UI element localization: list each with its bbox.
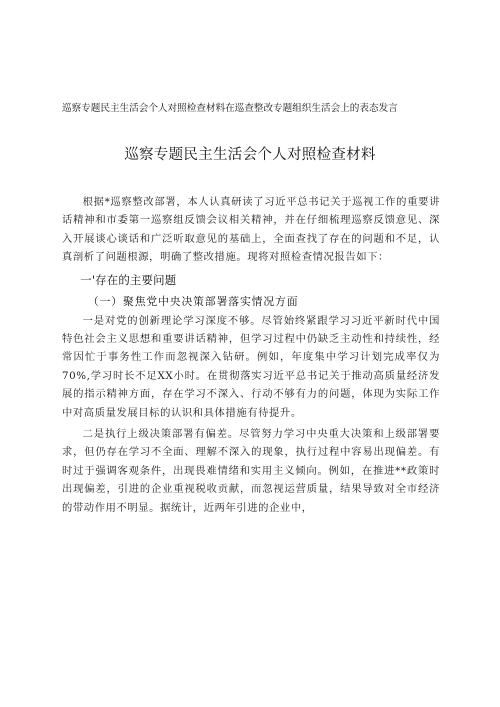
section-heading: 一'存在的主要问题 — [80, 272, 177, 287]
point-one-paragraph: 一是对党的创新理论学习深度不够。尽管始终紧跟学习习近平新时代中国特色社会主义思想和重要讲话精神，但学习过程中仍缺乏主动性和持续性，经常因忙于事务性工作而忽视深入钻研。例如，年度集中学习计划完成率仅为70%,学习时长不足XX小时。在贯彻落实习近平总书记关于推动高质量经济发展的指示精神方面，存在学习不深入、行动不够有力的问题，体现为实际工作中对高质量发展目标的认识和具体措施有待提升。 — [62, 314, 440, 419]
point-two-paragraph: 二是执行上级决策部署有偏差。尽管努力学习中央重大决策和上级部署要求，但仍存在学习不全面、理解不深入的现象，执行过程中容易出现偏差。有时过于强调客观条件，出现畏难情绪和实用主义倾向。例如，在推进**政策时出现偏差，引进的企业重视税收贡献，而忽视运营质量，结果导致对全市经济的带动作用不明显。据统计，近两年引进的企业中， — [62, 428, 440, 514]
running-header: 巡察专题民主生活会个人对照检查材料在巡查整改专题组织生活会上的表态发言 — [62, 103, 398, 114]
document-body — [62, 193, 440, 517]
document-title: 巡察专题民主生活会个人对照检查材料 — [124, 147, 376, 163]
intro-paragraph: 根据*巡察整改部署，本人认真研读了习近平总书记关于巡视工作的重要讲话精神和市委第一巡察组反馈会议相关精神，并在仔细梳理巡察反馈意见、深入开展谈心谈话和广泛听取意见的基础上，全面查找了存在的问题和不足，认真剖析了问题根源，明确了整改措施。现将对照检查情况报告如下： — [62, 196, 440, 264]
subsection-heading: （一）聚焦党中央决策部署落实情况方面 — [87, 294, 299, 308]
